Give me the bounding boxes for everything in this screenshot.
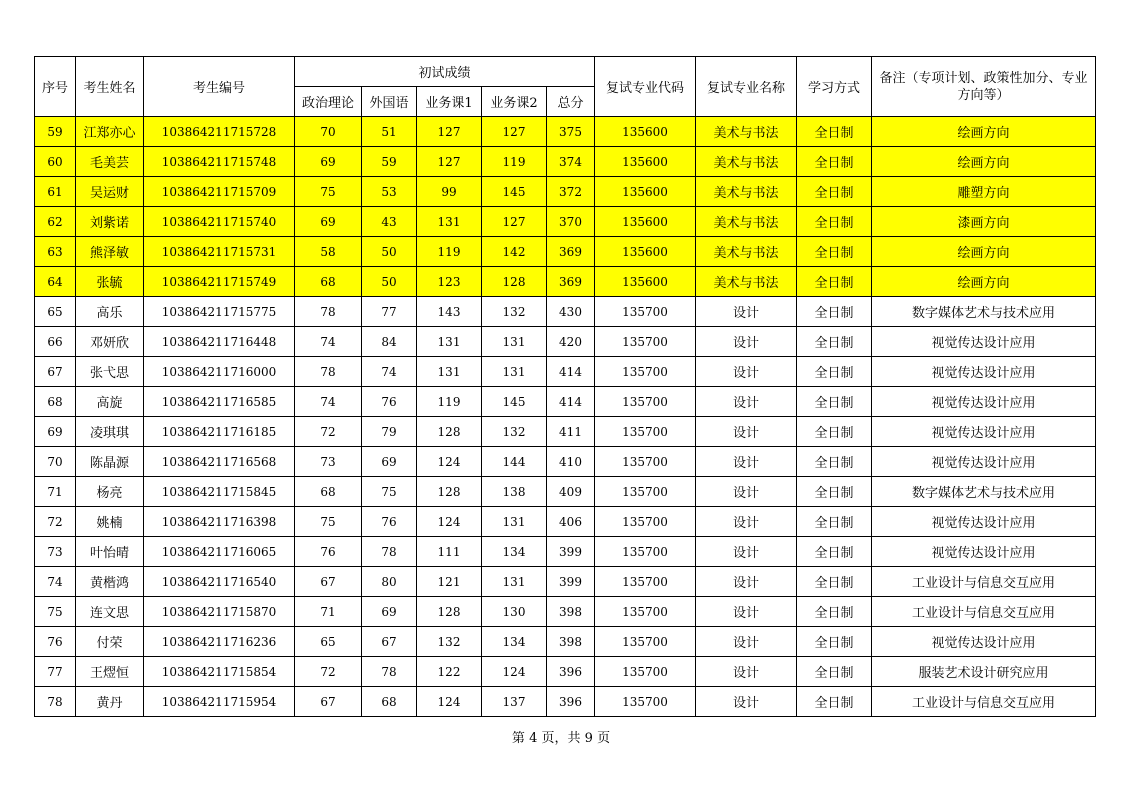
table-row: [35, 687, 1096, 717]
cell-name: 熊泽敏: [76, 237, 144, 267]
cell-politics: 67: [295, 687, 362, 717]
cell-politics: 71: [295, 597, 362, 627]
col-major-code-header: 复试专业代码: [595, 57, 696, 117]
cell-total: 396: [547, 687, 595, 717]
cell-study-mode: 全日制: [797, 507, 872, 537]
cell-course1: 127: [417, 117, 482, 147]
cell-major-name: 设计: [696, 327, 797, 357]
cell-remark: 数字媒体艺术与技术应用: [872, 477, 1096, 507]
cell-course1: 119: [417, 387, 482, 417]
cell-major-code: 135700: [595, 507, 696, 537]
cell-study-mode: 全日制: [797, 297, 872, 327]
table-row: [35, 657, 1096, 687]
cell-politics: 72: [295, 417, 362, 447]
cell-seq: 75: [35, 597, 76, 627]
cell-candidate-id: 103864211715740: [144, 207, 295, 237]
page-footer: [0, 727, 1122, 746]
cell-name: 姚楠: [76, 507, 144, 537]
col-seq-header: 序号: [35, 57, 76, 117]
cell-total: 420: [547, 327, 595, 357]
cell-seq: 65: [35, 297, 76, 327]
cell-course2: 138: [482, 477, 547, 507]
col-foreign-header: 外国语: [362, 87, 417, 117]
cell-major-code: 135700: [595, 327, 696, 357]
cell-study-mode: 全日制: [797, 687, 872, 717]
cell-study-mode: 全日制: [797, 177, 872, 207]
table-row: [35, 177, 1096, 207]
cell-remark: 视觉传达设计应用: [872, 417, 1096, 447]
cell-major-name: 设计: [696, 447, 797, 477]
cell-course1: 122: [417, 657, 482, 687]
cell-study-mode: 全日制: [797, 477, 872, 507]
cell-politics: 73: [295, 447, 362, 477]
cell-major-code: 135700: [595, 477, 696, 507]
cell-course2: 134: [482, 627, 547, 657]
col-total-header: 总分: [547, 87, 595, 117]
cell-seq: 59: [35, 117, 76, 147]
cell-remark: 绘画方向: [872, 117, 1096, 147]
cell-candidate-id: 103864211715775: [144, 297, 295, 327]
page-label-prefix: 第: [511, 731, 525, 746]
cell-course1: 111: [417, 537, 482, 567]
cell-total: 369: [547, 237, 595, 267]
cell-total: 430: [547, 297, 595, 327]
cell-major-name: 美术与书法: [696, 117, 797, 147]
cell-major-name: 设计: [696, 687, 797, 717]
cell-politics: 68: [295, 477, 362, 507]
cell-seq: 62: [35, 207, 76, 237]
cell-study-mode: 全日制: [797, 147, 872, 177]
cell-total: 396: [547, 657, 595, 687]
cell-major-code: 135600: [595, 147, 696, 177]
cell-major-code: 135700: [595, 297, 696, 327]
cell-candidate-id: 103864211715709: [144, 177, 295, 207]
cell-foreign: 67: [362, 627, 417, 657]
table-header: [35, 57, 1096, 117]
cell-study-mode: 全日制: [797, 237, 872, 267]
table-row: [35, 537, 1096, 567]
cell-major-code: 135700: [595, 357, 696, 387]
cell-name: 吴运财: [76, 177, 144, 207]
cell-major-name: 美术与书法: [696, 237, 797, 267]
cell-remark: 数字媒体艺术与技术应用: [872, 297, 1096, 327]
cell-major-name: 设计: [696, 417, 797, 447]
cell-seq: 77: [35, 657, 76, 687]
cell-foreign: 50: [362, 267, 417, 297]
cell-remark: 漆画方向: [872, 207, 1096, 237]
cell-politics: 69: [295, 207, 362, 237]
cell-total: 374: [547, 147, 595, 177]
cell-major-code: 135700: [595, 687, 696, 717]
cell-foreign: 76: [362, 387, 417, 417]
cell-foreign: 43: [362, 207, 417, 237]
cell-major-code: 135600: [595, 177, 696, 207]
cell-foreign: 80: [362, 567, 417, 597]
table-row: [35, 267, 1096, 297]
col-course1-header: 业务课1: [417, 87, 482, 117]
cell-total: 410: [547, 447, 595, 477]
cell-study-mode: 全日制: [797, 657, 872, 687]
cell-name: 叶怡晴: [76, 537, 144, 567]
cell-politics: 74: [295, 327, 362, 357]
cell-name: 杨亮: [76, 477, 144, 507]
cell-major-name: 美术与书法: [696, 147, 797, 177]
cell-remark: 服装艺术设计研究应用: [872, 657, 1096, 687]
cell-course2: 145: [482, 387, 547, 417]
cell-politics: 78: [295, 297, 362, 327]
cell-major-name: 设计: [696, 537, 797, 567]
cell-course2: 144: [482, 447, 547, 477]
cell-politics: 70: [295, 117, 362, 147]
cell-major-name: 设计: [696, 567, 797, 597]
cell-course1: 99: [417, 177, 482, 207]
cell-name: 陈晶源: [76, 447, 144, 477]
cell-study-mode: 全日制: [797, 447, 872, 477]
cell-course1: 124: [417, 687, 482, 717]
cell-politics: 58: [295, 237, 362, 267]
cell-course1: 132: [417, 627, 482, 657]
cell-study-mode: 全日制: [797, 207, 872, 237]
cell-seq: 61: [35, 177, 76, 207]
cell-course2: 142: [482, 237, 547, 267]
table-row: [35, 147, 1096, 177]
cell-major-name: 设计: [696, 597, 797, 627]
cell-seq: 71: [35, 477, 76, 507]
cell-foreign: 69: [362, 597, 417, 627]
cell-remark: 绘画方向: [872, 237, 1096, 267]
cell-candidate-id: 103864211716448: [144, 327, 295, 357]
cell-candidate-id: 103864211715870: [144, 597, 295, 627]
table-row: [35, 237, 1096, 267]
cell-course1: 128: [417, 477, 482, 507]
cell-major-name: 设计: [696, 477, 797, 507]
cell-course2: 145: [482, 177, 547, 207]
cell-candidate-id: 103864211715845: [144, 477, 295, 507]
cell-name: 张弋思: [76, 357, 144, 387]
cell-study-mode: 全日制: [797, 267, 872, 297]
cell-seq: 63: [35, 237, 76, 267]
cell-total: 414: [547, 387, 595, 417]
cell-total: 406: [547, 507, 595, 537]
table-body: [35, 117, 1096, 717]
cell-major-code: 135700: [595, 597, 696, 627]
cell-major-code: 135700: [595, 417, 696, 447]
cell-major-name: 设计: [696, 297, 797, 327]
cell-name: 黄丹: [76, 687, 144, 717]
cell-foreign: 77: [362, 297, 417, 327]
cell-remark: 工业设计与信息交互应用: [872, 597, 1096, 627]
cell-seq: 69: [35, 417, 76, 447]
cell-major-name: 设计: [696, 627, 797, 657]
cell-name: 付荣: [76, 627, 144, 657]
cell-remark: 工业设计与信息交互应用: [872, 687, 1096, 717]
cell-major-code: 135700: [595, 387, 696, 417]
cell-foreign: 51: [362, 117, 417, 147]
cell-remark: 工业设计与信息交互应用: [872, 567, 1096, 597]
table-row: [35, 507, 1096, 537]
table-row: [35, 207, 1096, 237]
cell-major-name: 设计: [696, 507, 797, 537]
cell-foreign: 76: [362, 507, 417, 537]
cell-course2: 128: [482, 267, 547, 297]
cell-study-mode: 全日制: [797, 567, 872, 597]
cell-major-code: 135600: [595, 267, 696, 297]
cell-major-name: 美术与书法: [696, 177, 797, 207]
cell-study-mode: 全日制: [797, 387, 872, 417]
col-name-header: 考生姓名: [76, 57, 144, 117]
cell-name: 王熤恒: [76, 657, 144, 687]
cell-politics: 69: [295, 147, 362, 177]
cell-total: 411: [547, 417, 595, 447]
cell-major-name: 设计: [696, 357, 797, 387]
cell-course1: 119: [417, 237, 482, 267]
table-row: [35, 627, 1096, 657]
table-row: [35, 327, 1096, 357]
cell-course1: 131: [417, 327, 482, 357]
cell-study-mode: 全日制: [797, 357, 872, 387]
cell-total: 375: [547, 117, 595, 147]
cell-remark: 视觉传达设计应用: [872, 507, 1096, 537]
cell-course2: 131: [482, 567, 547, 597]
cell-candidate-id: 103864211715748: [144, 147, 295, 177]
results-sheet: [34, 56, 1096, 717]
cell-course2: 127: [482, 117, 547, 147]
cell-major-code: 135700: [595, 627, 696, 657]
cell-remark: 视觉传达设计应用: [872, 327, 1096, 357]
score-table: [34, 56, 1096, 717]
cell-course2: 130: [482, 597, 547, 627]
cell-major-code: 135600: [595, 207, 696, 237]
cell-foreign: 75: [362, 477, 417, 507]
cell-study-mode: 全日制: [797, 537, 872, 567]
cell-remark: 绘画方向: [872, 267, 1096, 297]
cell-candidate-id: 103864211716585: [144, 387, 295, 417]
cell-major-code: 135700: [595, 447, 696, 477]
cell-foreign: 78: [362, 537, 417, 567]
cell-course1: 128: [417, 417, 482, 447]
cell-name: 毛美芸: [76, 147, 144, 177]
cell-foreign: 74: [362, 357, 417, 387]
cell-foreign: 68: [362, 687, 417, 717]
cell-foreign: 69: [362, 447, 417, 477]
table-row: [35, 297, 1096, 327]
cell-course2: 131: [482, 327, 547, 357]
cell-name: 张毓: [76, 267, 144, 297]
cell-major-code: 135600: [595, 237, 696, 267]
page-current: 4: [529, 731, 538, 746]
cell-candidate-id: 103864211715749: [144, 267, 295, 297]
cell-major-name: 设计: [696, 657, 797, 687]
cell-name: 江郑亦心: [76, 117, 144, 147]
cell-study-mode: 全日制: [797, 597, 872, 627]
cell-study-mode: 全日制: [797, 627, 872, 657]
cell-total: 369: [547, 267, 595, 297]
cell-remark: 视觉传达设计应用: [872, 537, 1096, 567]
cell-candidate-id: 103864211716236: [144, 627, 295, 657]
cell-seq: 66: [35, 327, 76, 357]
cell-major-code: 135700: [595, 537, 696, 567]
cell-total: 398: [547, 597, 595, 627]
cell-foreign: 50: [362, 237, 417, 267]
cell-candidate-id: 103864211715728: [144, 117, 295, 147]
cell-course2: 132: [482, 417, 547, 447]
cell-candidate-id: 103864211716540: [144, 567, 295, 597]
cell-course1: 121: [417, 567, 482, 597]
cell-total: 399: [547, 567, 595, 597]
cell-course2: 127: [482, 207, 547, 237]
table-row: [35, 117, 1096, 147]
cell-major-code: 135700: [595, 657, 696, 687]
cell-foreign: 78: [362, 657, 417, 687]
table-row: [35, 567, 1096, 597]
page-label-suffix: 页: [597, 731, 611, 746]
table-row: [35, 447, 1096, 477]
cell-politics: 72: [295, 657, 362, 687]
cell-total: 399: [547, 537, 595, 567]
cell-politics: 75: [295, 177, 362, 207]
table-row: [35, 597, 1096, 627]
cell-name: 凌琪琪: [76, 417, 144, 447]
cell-politics: 74: [295, 387, 362, 417]
cell-course2: 131: [482, 507, 547, 537]
cell-remark: 视觉传达设计应用: [872, 627, 1096, 657]
cell-total: 370: [547, 207, 595, 237]
cell-course1: 128: [417, 597, 482, 627]
table-row: [35, 357, 1096, 387]
cell-total: 414: [547, 357, 595, 387]
cell-course2: 134: [482, 537, 547, 567]
prelim-score-group-header: 初试成绩: [295, 57, 595, 87]
cell-name: 刘紫诺: [76, 207, 144, 237]
cell-remark: 视觉传达设计应用: [872, 387, 1096, 417]
cell-candidate-id: 103864211716398: [144, 507, 295, 537]
cell-candidate-id: 103864211715854: [144, 657, 295, 687]
cell-name: 高乐: [76, 297, 144, 327]
col-study-mode-header: 学习方式: [797, 57, 872, 117]
col-major-name-header: 复试专业名称: [696, 57, 797, 117]
cell-course2: 124: [482, 657, 547, 687]
cell-major-name: 设计: [696, 387, 797, 417]
cell-name: 黄楷鸿: [76, 567, 144, 597]
cell-name: 连文思: [76, 597, 144, 627]
cell-candidate-id: 103864211715954: [144, 687, 295, 717]
cell-politics: 67: [295, 567, 362, 597]
cell-course2: 137: [482, 687, 547, 717]
cell-course1: 124: [417, 507, 482, 537]
cell-seq: 72: [35, 507, 76, 537]
cell-remark: 视觉传达设计应用: [872, 357, 1096, 387]
cell-foreign: 53: [362, 177, 417, 207]
cell-seq: 60: [35, 147, 76, 177]
cell-name: 邓妍欣: [76, 327, 144, 357]
cell-course2: 131: [482, 357, 547, 387]
col-politics-header: 政治理论: [295, 87, 362, 117]
cell-foreign: 79: [362, 417, 417, 447]
cell-total: 398: [547, 627, 595, 657]
cell-remark: 视觉传达设计应用: [872, 447, 1096, 477]
page-label-mid: 页，共: [541, 731, 581, 746]
cell-politics: 76: [295, 537, 362, 567]
cell-total: 409: [547, 477, 595, 507]
cell-candidate-id: 103864211716065: [144, 537, 295, 567]
cell-course1: 127: [417, 147, 482, 177]
cell-seq: 64: [35, 267, 76, 297]
cell-name: 高旋: [76, 387, 144, 417]
col-id-header: 考生编号: [144, 57, 295, 117]
cell-study-mode: 全日制: [797, 117, 872, 147]
cell-remark: 绘画方向: [872, 147, 1096, 177]
cell-seq: 78: [35, 687, 76, 717]
cell-candidate-id: 103864211716000: [144, 357, 295, 387]
cell-foreign: 59: [362, 147, 417, 177]
cell-study-mode: 全日制: [797, 417, 872, 447]
cell-candidate-id: 103864211716568: [144, 447, 295, 477]
cell-politics: 68: [295, 267, 362, 297]
cell-major-code: 135700: [595, 567, 696, 597]
cell-foreign: 84: [362, 327, 417, 357]
cell-major-name: 美术与书法: [696, 207, 797, 237]
cell-course1: 131: [417, 357, 482, 387]
cell-major-code: 135600: [595, 117, 696, 147]
cell-politics: 78: [295, 357, 362, 387]
col-course2-header: 业务课2: [482, 87, 547, 117]
table-row: [35, 477, 1096, 507]
cell-total: 372: [547, 177, 595, 207]
cell-seq: 68: [35, 387, 76, 417]
cell-seq: 76: [35, 627, 76, 657]
cell-study-mode: 全日制: [797, 327, 872, 357]
col-remarks-header: 备注（专项计划、政策性加分、专业方向等）: [872, 57, 1096, 117]
cell-politics: 65: [295, 627, 362, 657]
cell-candidate-id: 103864211716185: [144, 417, 295, 447]
cell-remark: 雕塑方向: [872, 177, 1096, 207]
cell-course2: 132: [482, 297, 547, 327]
cell-course2: 119: [482, 147, 547, 177]
table-row: [35, 417, 1096, 447]
cell-seq: 73: [35, 537, 76, 567]
cell-course1: 143: [417, 297, 482, 327]
cell-seq: 67: [35, 357, 76, 387]
cell-course1: 123: [417, 267, 482, 297]
cell-seq: 74: [35, 567, 76, 597]
cell-course1: 124: [417, 447, 482, 477]
cell-candidate-id: 103864211715731: [144, 237, 295, 267]
page-total: 9: [584, 731, 593, 746]
table-row: [35, 387, 1096, 417]
cell-politics: 75: [295, 507, 362, 537]
cell-course1: 131: [417, 207, 482, 237]
cell-major-name: 美术与书法: [696, 267, 797, 297]
cell-seq: 70: [35, 447, 76, 477]
